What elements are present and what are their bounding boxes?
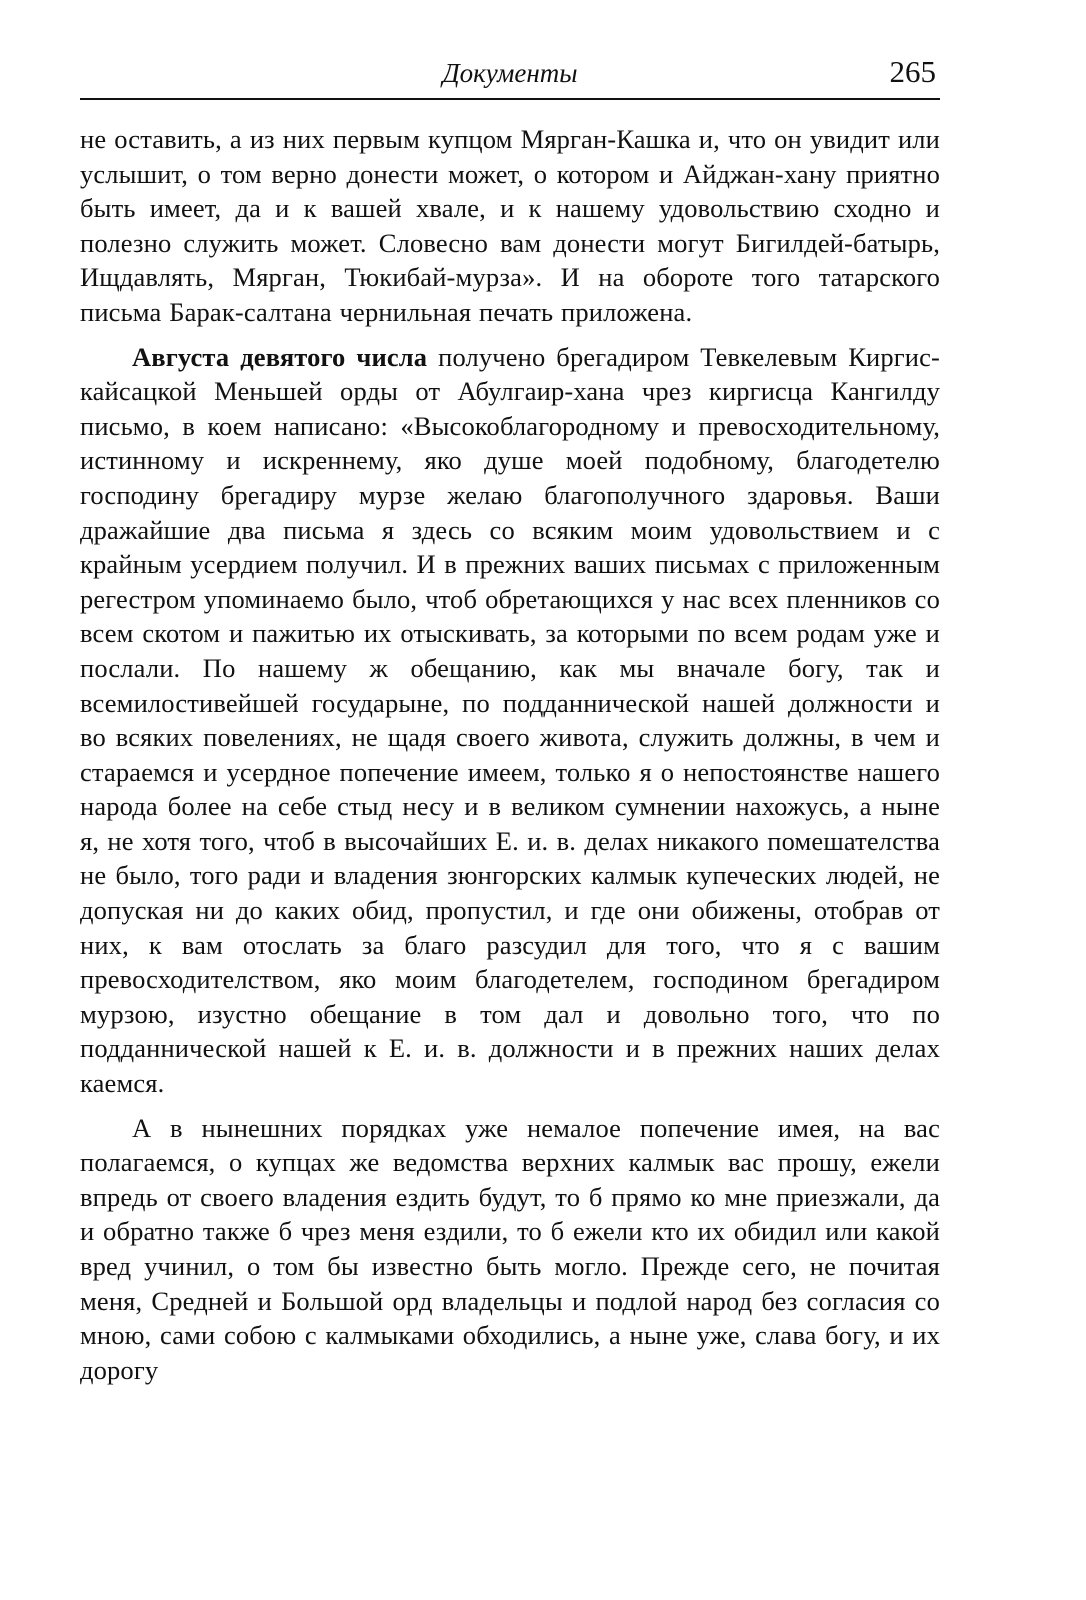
running-title: Документы — [442, 58, 578, 88]
paragraph-1-text: не оставить, а из них первым купцом Мярган-Кашка и, что он увидит или услышит, о том верно донести может, о котором и Айджан-хану приятно быть имеет, да и к вашей хвале, и к нашему удовольствию сходно и полезно служить может. Словесно вам донести могут Бигилдей-батырь, Ищдавлять, Мярган, Тюкибай-мурза». И на обороте того татарского письма Барак-салтана чернильная печать приложена. — [80, 124, 940, 327]
page-number: 265 — [889, 54, 936, 89]
header-rule — [80, 98, 940, 100]
running-head — [80, 52, 940, 96]
paragraph-2-text: получено брегадиром Тевкелевым Киргис-кайсацкой Меньшей орды от Абулгаир-хана чрез киргисца Кангилду письмо, в коем написано: «Высокоблагородному и превосходительному, истинному и искреннему, яко душе моей подобному, благодетелю господину брегадиру мурзе желаю благополучного здаровья. Ваши дражайшие два письма я здесь со всяким моим удовольствием и с крайным усердием получил. И в прежних ваших письмах с приложенным регестром упоминаемо было, чтоб обретающихся у нас всех пленников со всем скотом и пажитью их отыскивать, за которыми по всем родам уже и послали. По нашему ж обещанию, как мы вначале богу, так и всемилостивейшей государыне, по подданнической нашей должности и во всяких повелениях, не щадя своего живота, служить должны, в чем и стараемся и усердное попечение имеем, только я о непостоянстве нашего народа более на себе стыд несу и в великом сумнении нахожусь, а ныне я, не хотя того, чтоб в высочайших Е. и. в. делах никакого помешателства не было, того ради и владения зюнгорских калмык купеческих людей, не допуская ни до каких обид, пропустил, и где они обижены, отобрав от них, к вам отослать за благо разсудил для того, что я с вашим превосходителством, яко моим благодетелем, господином брегадиром мурзою, изустно обещание в том дал и довольно того, что по подданнической нашей к Е. и. в. должности и в прежних наших делах каемся. — [80, 341, 940, 1099]
paragraph-2 — [80, 340, 940, 1101]
document-page — [80, 0, 940, 1600]
paragraph-1 — [80, 122, 940, 330]
paragraph-3-text: А в нынешних порядках уже немалое попечение имея, на вас полагаемся, о купцах же ведомства верхних калмык вас прошу, ежели впредь от своего владения ездить будут, то б прямо ко мне приезжали, да и обратно также б чрез меня ездили, то б ежели кто их обидил или какой вред учинил, о том бы известно быть могло. Прежде сего, не почитая меня, Средней и Большой орд владельцы и подлой народ без согласия со мною, сами собою с калмыками обходились, а ныне уже, слава богу, и их дорогу — [80, 1112, 940, 1385]
paragraph-3 — [80, 1111, 940, 1388]
body-text — [80, 122, 940, 1387]
paragraph-2-date-lead: Августа девятого числа — [132, 341, 428, 372]
